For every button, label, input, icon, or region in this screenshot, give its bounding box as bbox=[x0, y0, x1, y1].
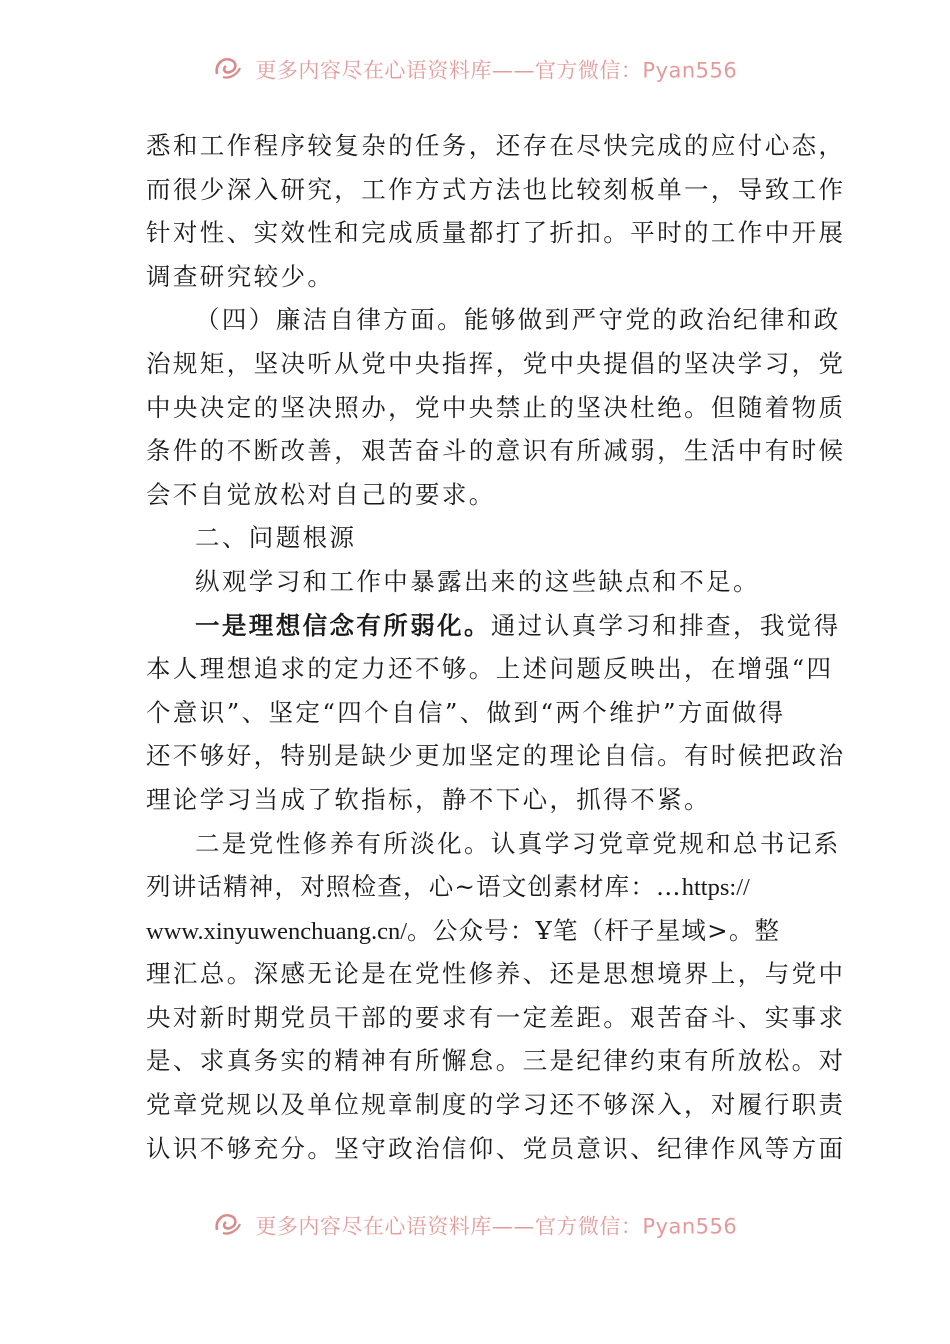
text-line: 理汇总。深感无论是在党性修养、还是思想境界上，与党中 bbox=[146, 959, 846, 989]
url-fragment: https:// bbox=[681, 874, 750, 902]
text-line bbox=[146, 909, 806, 953]
text-line: （四）廉洁自律方面。能够做到严守党的政治纪律和政 bbox=[195, 305, 841, 335]
text-line bbox=[146, 865, 806, 909]
text-line: 条件的不断改善，艰苦奋斗的意识有所减弱，生活中有时候 bbox=[146, 436, 846, 466]
section-heading: 二、问题根源 bbox=[195, 523, 357, 553]
point-one-rest: 通过认真学习和排查，我觉得 bbox=[490, 610, 841, 640]
text-line: 悉和工作程序较复杂的任务，还存在尽快完成的应付心态， bbox=[146, 131, 846, 160]
logo-icon bbox=[213, 54, 243, 82]
intro-line: 纵观学习和工作中暴露出来的这些缺点和不足。 bbox=[195, 566, 760, 596]
document-body bbox=[146, 124, 846, 1170]
text-line: 是、求真务实的精神有所懈怠。三是纪律约束有所放松。对 bbox=[146, 1046, 846, 1076]
point-one-lead: 一是理想信念有所弱化。 bbox=[195, 610, 491, 640]
text-line: 中央决定的坚决照办，党中央禁止的坚决杜绝。但随着物质 bbox=[146, 392, 846, 422]
text-line: 治规矩，坚决听从党中央指挥，党中央提倡的坚决学习，党 bbox=[146, 348, 846, 378]
line-text: 。公众号：Ұ笔（杆子星域>。整 bbox=[407, 915, 781, 945]
text-line: 党章党规以及单位规章制度的学习还不够深入，对履行职责 bbox=[146, 1090, 846, 1120]
text-line: 调查研究较少。 bbox=[146, 261, 335, 291]
text-line: 而很少深入研究，工作方式方法也比较刻板单一，导致工作 bbox=[146, 174, 846, 204]
watermark-text: 更多内容尽在心语资料库——官方微信：Pyan556 bbox=[255, 58, 738, 82]
line-text: 列讲话精神，对照检查，心~语文创素材库：… bbox=[146, 872, 682, 902]
text-line: 针对性、实效性和完成质量都打了折扣。平时的工作中开展 bbox=[146, 218, 846, 248]
point-one-first-line bbox=[146, 604, 841, 648]
text-line: 会不自觉放松对自己的要求。 bbox=[146, 479, 496, 509]
text-line: 还不够好，特别是缺少更加坚定的理论自信。有时候把政治 bbox=[146, 741, 846, 771]
watermark-text: 更多内容尽在心语资料库——官方微信：Pyan556 bbox=[255, 1214, 738, 1238]
logo-icon bbox=[213, 1210, 243, 1238]
text-line: 二是党性修养有所淡化。认真学习党章党规和总书记系 bbox=[195, 828, 841, 858]
text-line: 认识不够充分。坚守政治信仰、党员意识、纪律作风等方面 bbox=[146, 1133, 846, 1163]
text-line: 理论学习当成了软指标，静不下心，抓得不紧。 bbox=[146, 784, 711, 814]
text-line: 本人理想追求的定力还不够。上述问题反映出，在增强“四 bbox=[146, 654, 834, 684]
watermark-banner-top bbox=[0, 54, 950, 82]
text-line: 央对新时期党员干部的要求有一定差距。艰苦奋斗、实事求 bbox=[146, 1002, 846, 1032]
text-line: 个意识”、坚定“四个自信”、做到“两个维护”方面做得 bbox=[146, 697, 786, 727]
url-fragment: www.xinyuwenchuang.cn/ bbox=[146, 917, 408, 945]
watermark-banner-bottom bbox=[0, 1210, 950, 1238]
